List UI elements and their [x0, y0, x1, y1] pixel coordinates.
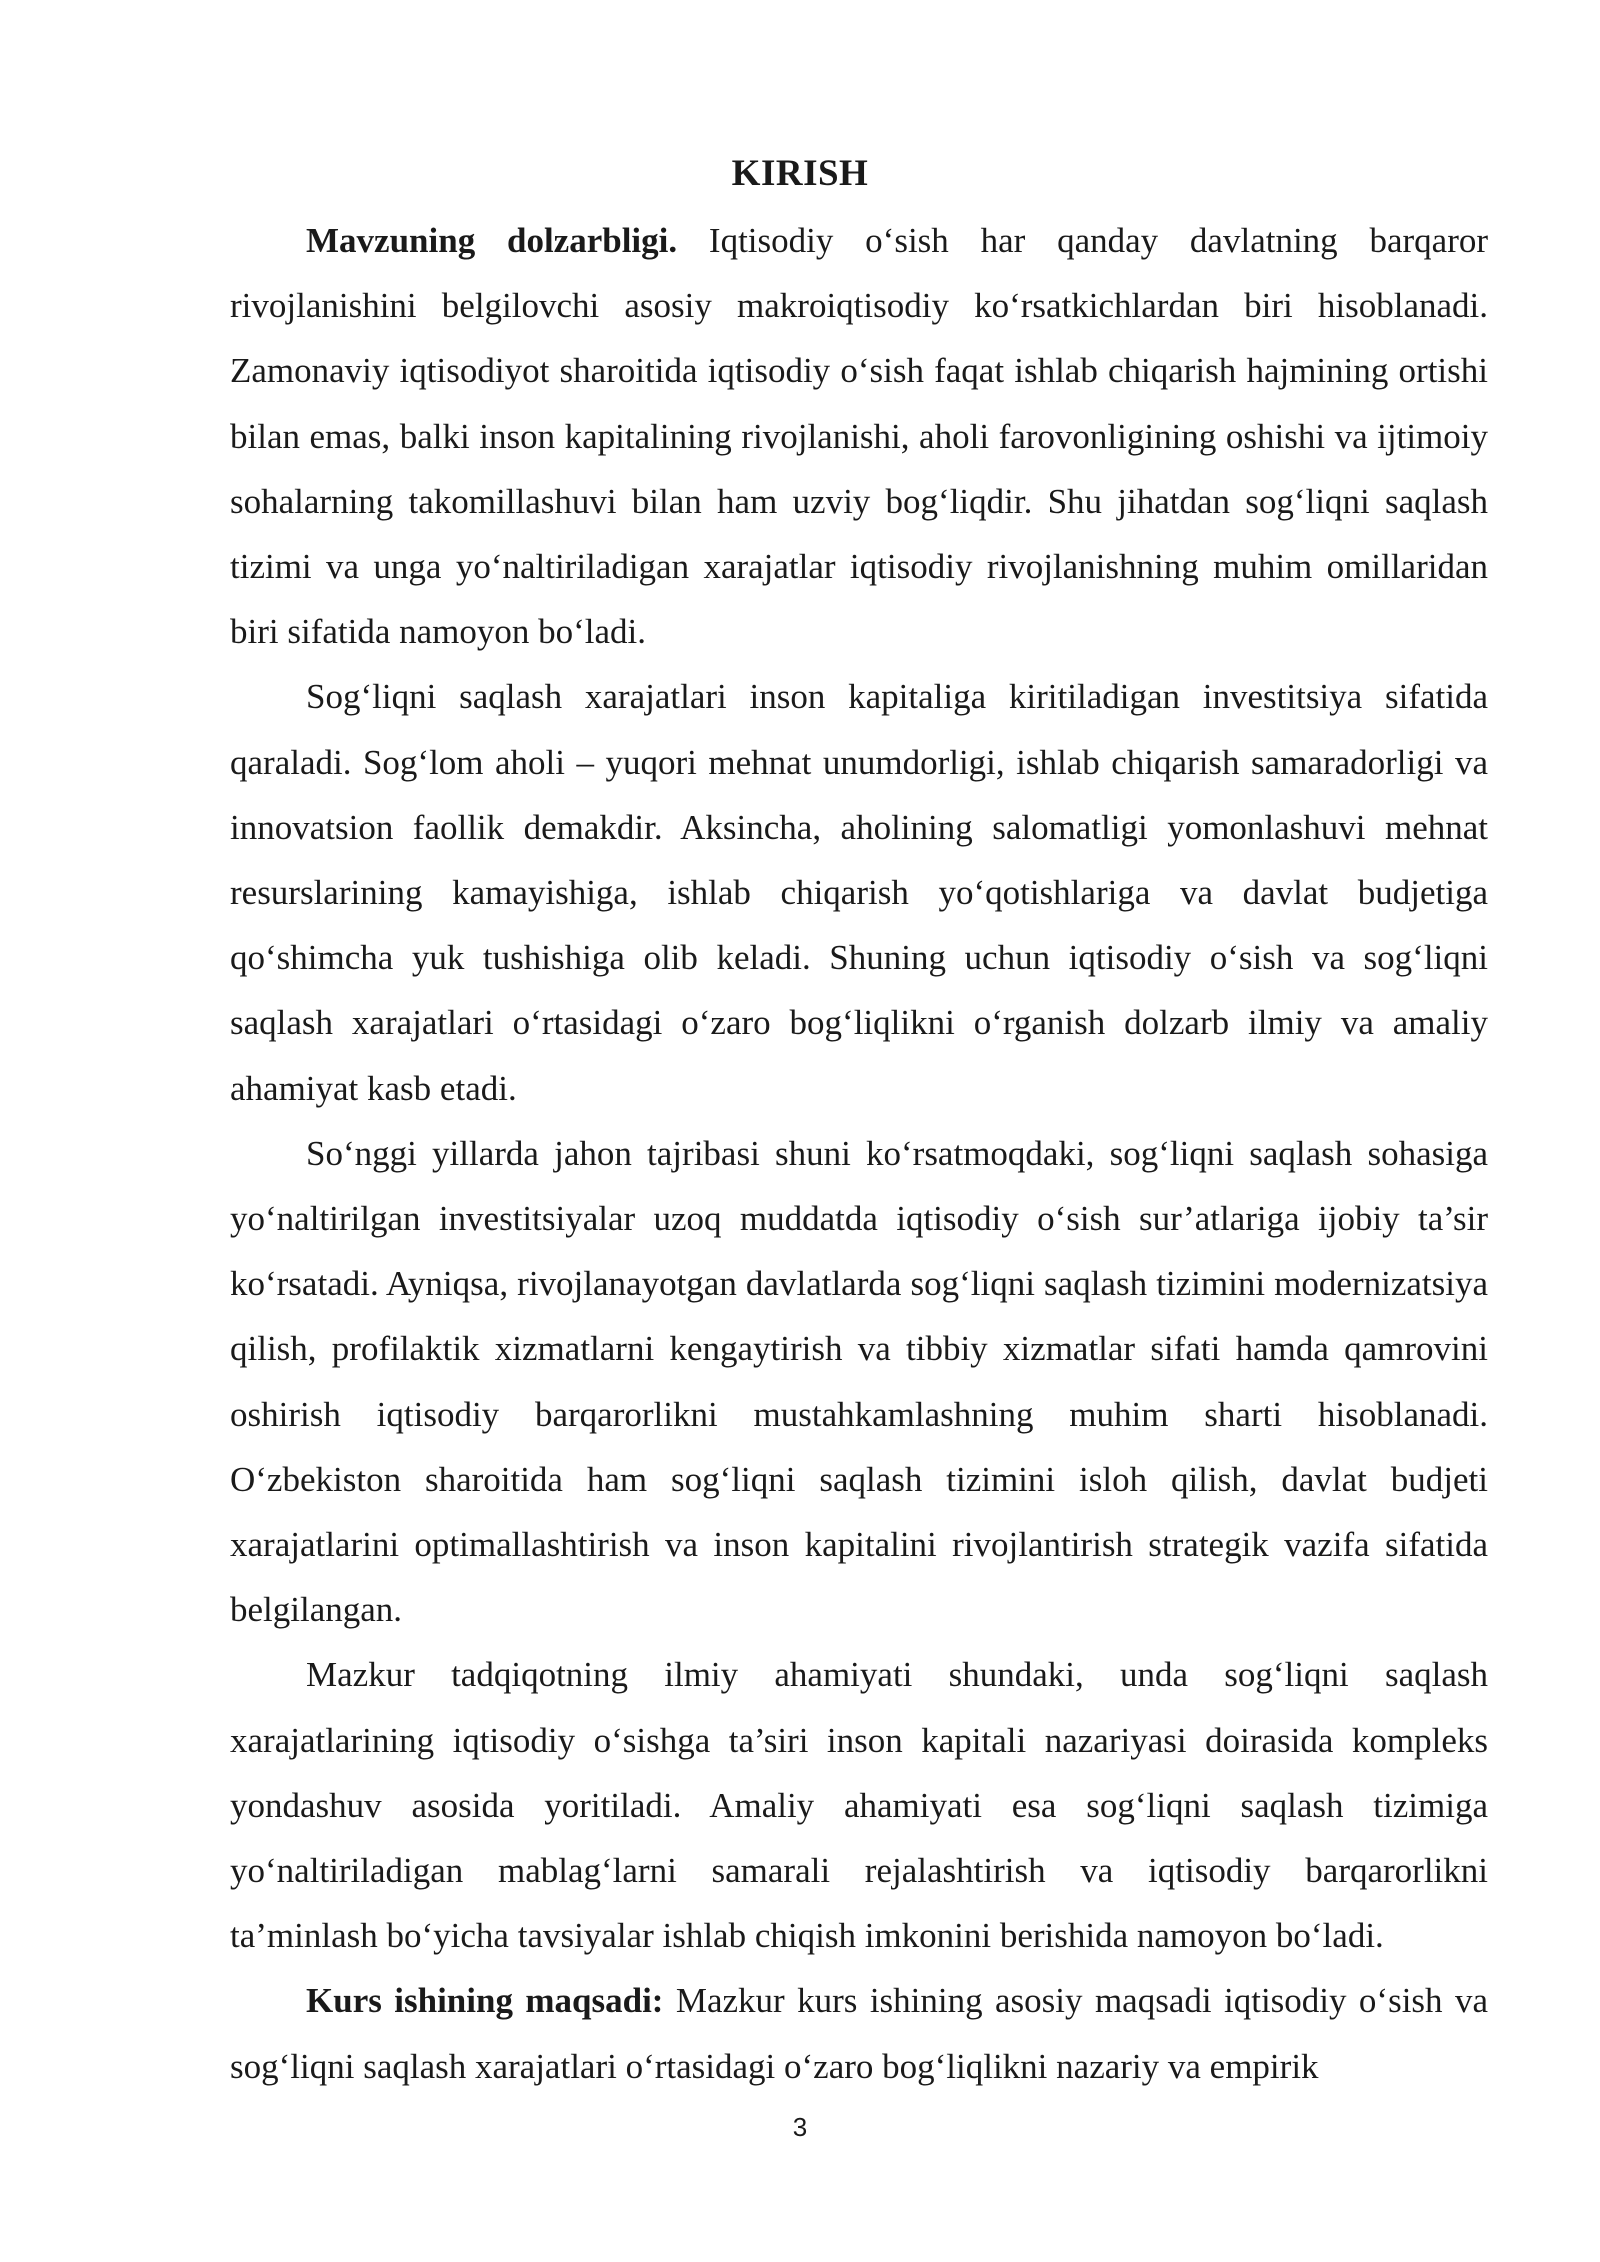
paragraph-lead: Kurs ishining maqsadi: [306, 1981, 664, 2021]
paragraph-world-experience [230, 1121, 1488, 1643]
paragraph-text: Iqtisodiy o‘sish har qanday davlatning barqaror rivojlanishini belgilovchi asosiy makroiqtisodiy ko‘rsatkichlardan biri hisoblanadi. Zamonaviy iqtisodiyot sharoitida iqtisodiy o‘sish faqat ishlab chiqarish hajmining ortishi bilan emas, balki inson kapitalining rivojlanishi, aholi farovonligining oshishi va ijtimoiy sohalarning takomillashuvi bilan ham uzviy bog‘liqdir. Shu jihatdan sog‘liqni saqlash tizimi va unga yo‘naltiriladigan xarajatlar iqtisodiy rivojlanishning muhim omillaridan biri sifatida namoyon bo‘ladi. [230, 221, 1489, 652]
paragraph-text: Mazkur kurs ishining asosiy maqsadi iqtisodiy o‘sish va sog‘liqni saqlash xarajatlari o‘rtasidagi o‘zaro bog‘liqlikni nazariy va empirik [230, 1981, 1488, 2086]
page-title: KIRISH [731, 153, 869, 194]
paragraph-text: So‘nggi yillarda jahon tajribasi shuni ko‘rsatmoqdaki, sog‘liqni saqlash sohasiga yo‘naltirilgan investitsiyalar uzoq muddatda iqtisodiy o‘sish sur’atlariga ijobiy ta’sir ko‘rsatadi. Ayniqsa, rivojlanayotgan davlatlarda sog‘liqni saqlash tizimini modernizatsiya qilish, profilaktik xizmatlarni kengaytirish va tibbiy xizmatlar sifati hamda qamrovini oshirish iqtisodiy barqarorlikni mustahkamlashning muhim sharti hisoblanadi. O‘zbekiston sharoitida ham sog‘liqni saqlash tizimini isloh qilish, davlat budjeti xarajatlarini optimallashtirish va inson kapitalini rivojlantirish strategik vazifa sifatida belgilangan. [230, 1133, 1488, 1630]
paragraph-goal [230, 1968, 1488, 2098]
paragraph-text: Mazkur tadqiqotning ilmiy ahamiyati shundaki, unda sog‘liqni saqlash xarajatlarining iqtisodiy o‘sishga ta’siri inson kapitali nazariyasi doirasida kompleks yondashuv asosida yoritiladi. Amaliy ahamiyati esa sog‘liqni saqlash tizimiga yo‘naltiriladigan mablag‘larni samarali rejalashtirish va iqtisodiy barqarorlikni ta’minlash bo‘yicha tavsiyalar ishlab chiqish imkonini berishida namoyon bo‘ladi. [230, 1655, 1488, 1956]
paragraph-health-expenditure [230, 664, 1488, 1120]
paragraph-relevance [230, 208, 1488, 664]
paragraph-lead: Mavzuning dolzarbligi. [306, 221, 678, 260]
paragraph-text: Sog‘liqni saqlash xarajatlari inson kapitaliga kiritiladigan investitsiya sifatida qaraladi. Sog‘lom aholi – yuqori mehnat unumdorligi, ishlab chiqarish samaradorligi va innovatsion faollik demakdir. Aksincha, aholining salomatligi yomonlashuvi mehnat resurslarining kamayishiga, ishlab chiqarish yo‘qotishlariga va davlat budjetiga qo‘shimcha yuk tushishiga olib keladi. Shuning uchun iqtisodiy o‘sish va sog‘liqni saqlash xarajatlari o‘rtasidagi o‘zaro bog‘liqlikni o‘rganish dolzarb ilmiy va amaliy ahamiyat kasb etadi. [230, 677, 1488, 1108]
paragraph-significance [230, 1642, 1488, 1968]
body-text [230, 208, 1488, 2099]
page-number: 3 [792, 2112, 808, 2142]
